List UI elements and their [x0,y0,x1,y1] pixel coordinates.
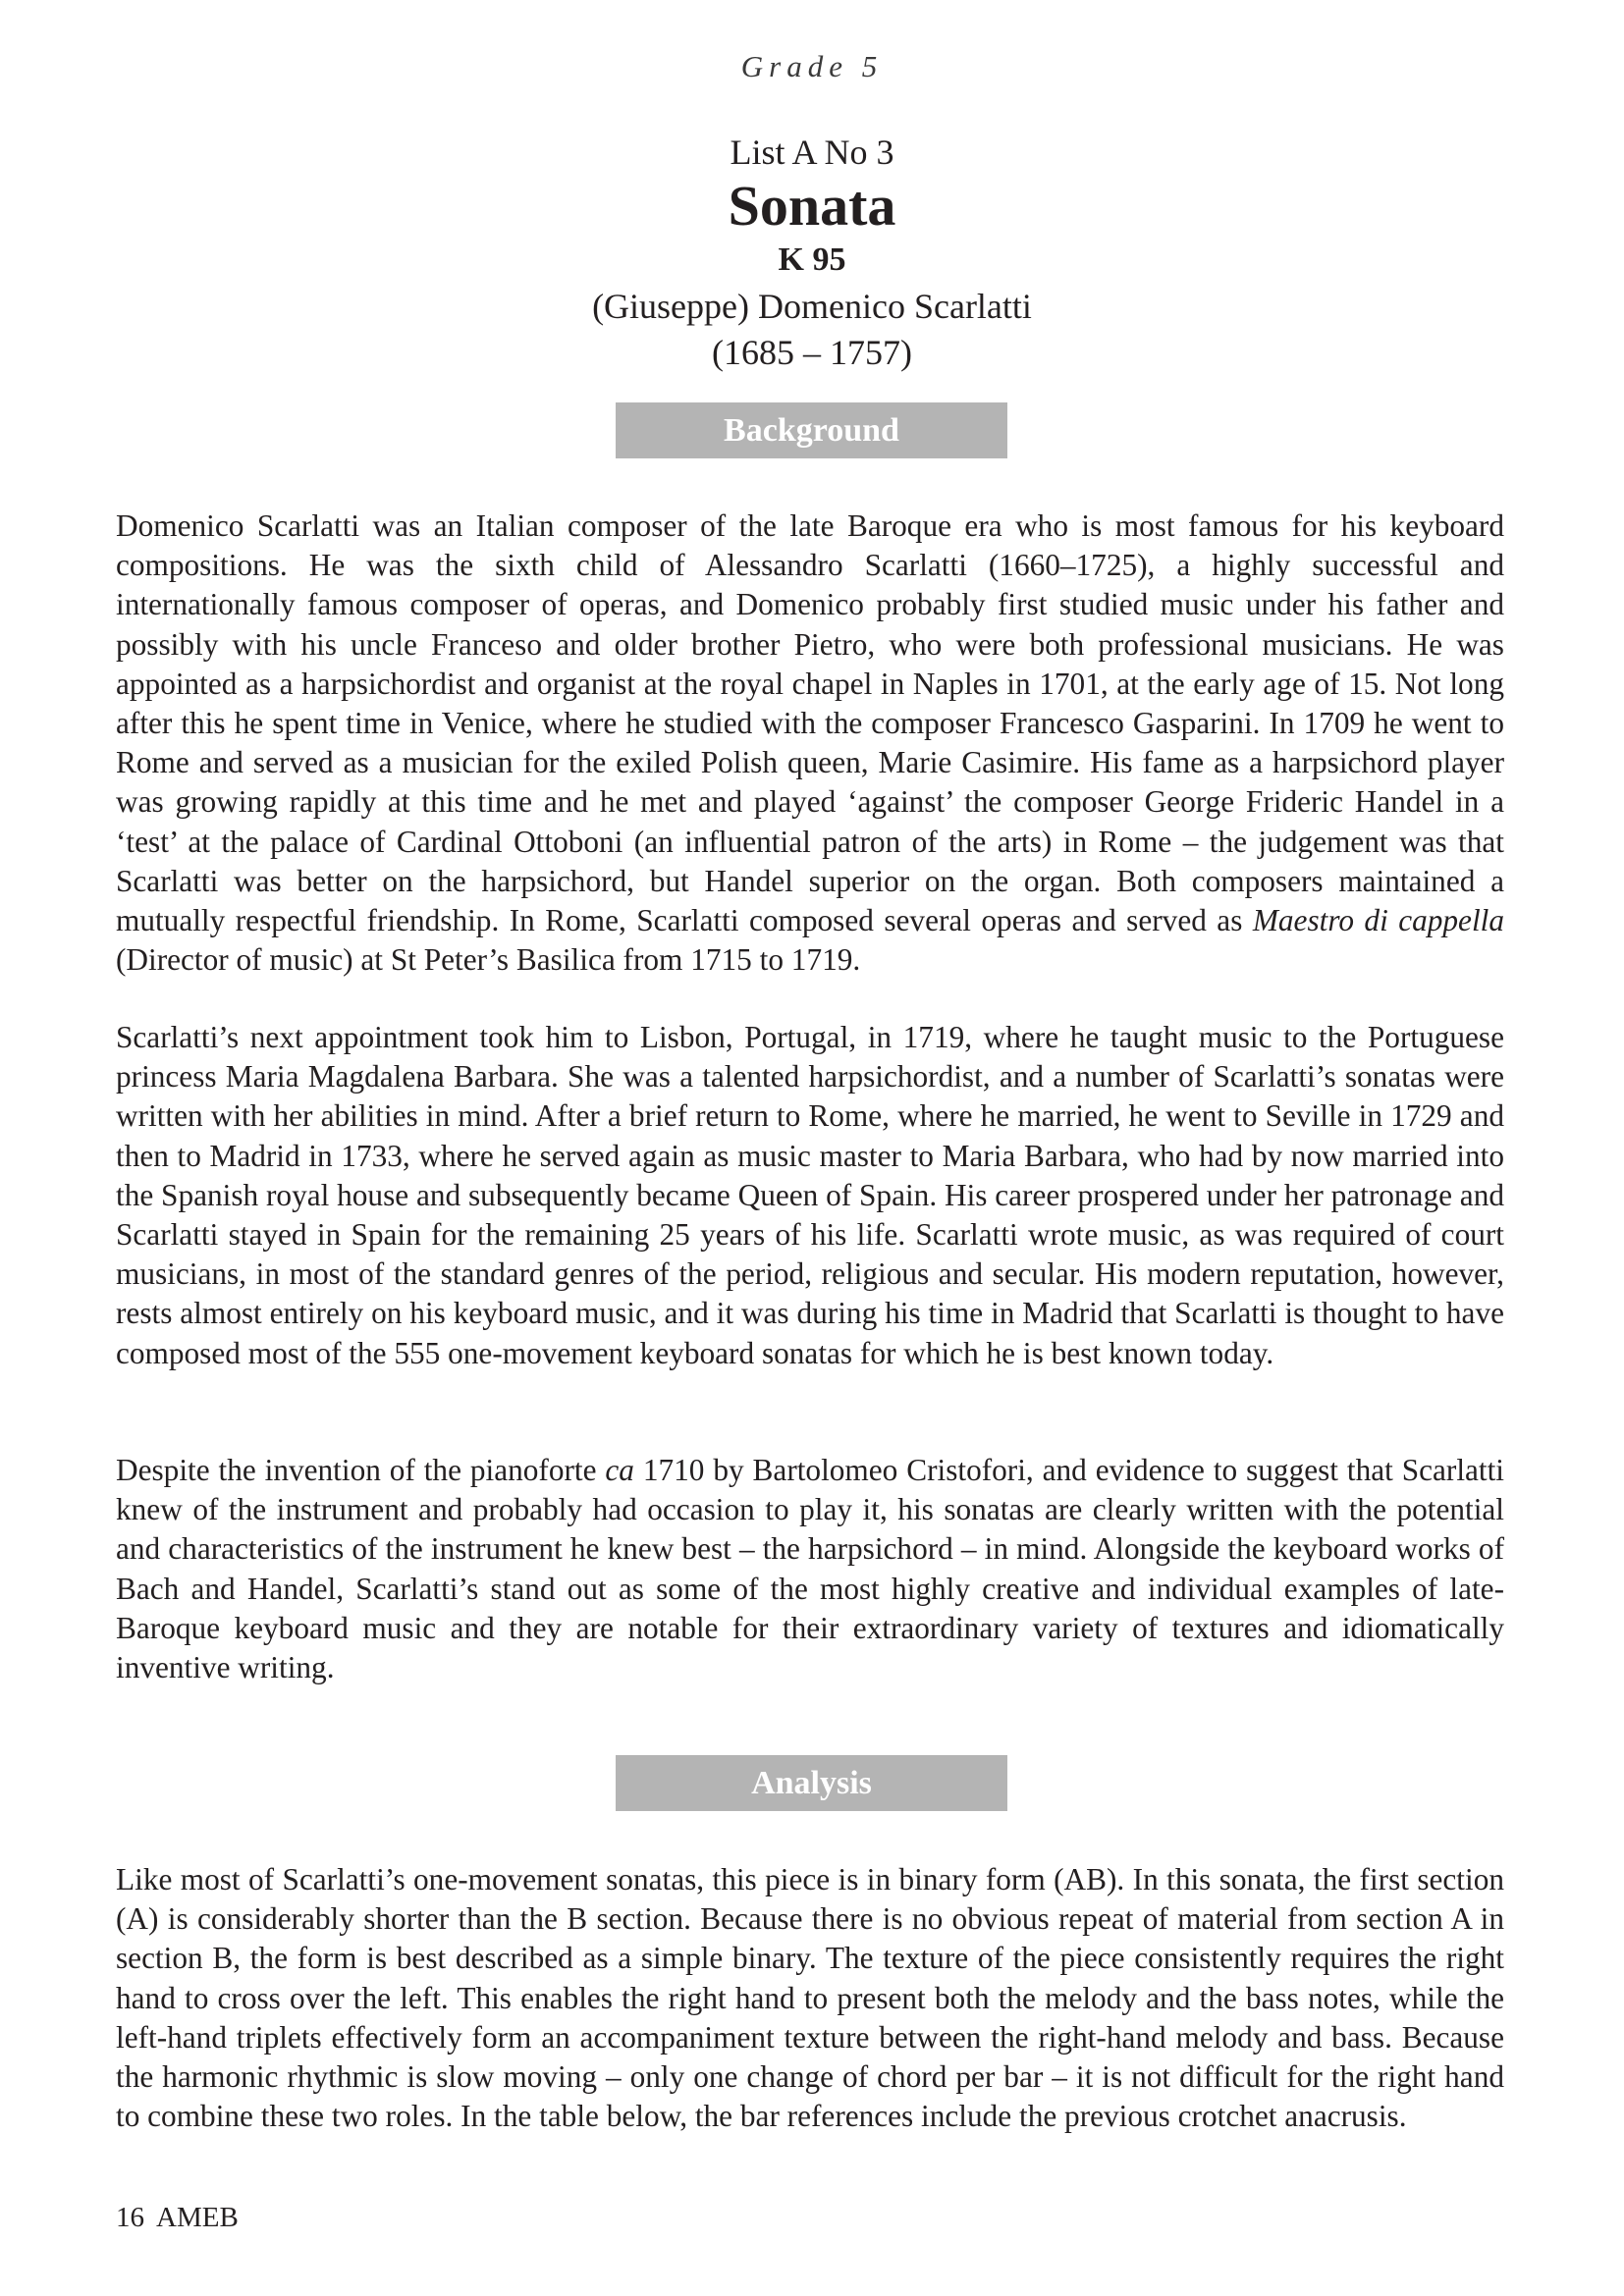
italic-term: Maestro di cappella [1252,903,1504,938]
piece-title: Sonata [728,174,896,238]
composer-dates: (1685 – 1757) [712,333,912,372]
background-paragraph-2: Scarlatti’s next appointment took him to Lisbon, Portugal, in 1719, where he taught music to the Portuguese princess Maria Magdalena Barbara. She was a talented harpsichordist, and a number of Scarlatti’s sonatas were written with her abilities in mind. After a brief return to Rome, where he married, he went to Seville in 1729 and then to Madrid in 1733, where he served again as music master to Maria Barbara, who had by now married into the Spanish royal house and subsequently became Queen of Spain. His career prospered under her patronage and Scarlatti stayed in Spain for the remaining 25 years of his life. Scarlatti wrote music, as was required of court musicians, in most of the standard genres of the period, religious and secular. His modern reputation, however, rests almost entirely on his keyboard music, and it was during his time in Madrid that Scarlatti is thought to have composed most of the 555 one-movement keyboard sonatas for which he is best known today. [116,1020,1504,1370]
list-number: List A No 3 [730,133,894,172]
page-footer [116,2202,239,2234]
composer-name: (Giuseppe) Domenico Scarlatti [592,287,1032,326]
italic-term: ca [605,1453,634,1487]
background-heading: Background [616,402,1007,458]
text-run: 1710 by Bartolomeo Cristofori, and evidence to suggest that Scarlatti knew of the instrument and probably had occasion to play it, his sonatas are clearly written with the potential and characteristics of the instrument he knew best – the harpsichord – in mind. Alongside the keyboard works of Bach and Handel, Scarlatti’s stand out as some of the most highly creative and individual examples of late-Baroque keyboard music and they are notable for their extraordinary variety of textures and idiomatically inventive writing. [116,1453,1505,1685]
background-paragraph-3 [116,1451,1504,1687]
analysis-heading: Analysis [616,1755,1007,1811]
catalogue-number: K 95 [778,241,846,278]
running-head: Grade 5 [740,49,884,83]
text-run: Despite the invention of the pianoforte [116,1453,606,1487]
text-run: (Director of music) at St Peter’s Basilica from 1715 to 1719. [116,942,861,978]
publisher-name: AMEB [156,2202,239,2233]
title-block [0,130,1624,375]
background-paragraph-1 [116,507,1504,980]
text-run: Domenico Scarlatti was an Italian composer of the late Baroque era who is most famous for his keyboard compositions. He was the sixth child of Alessandro Scarlatti (1660–1725), a highly successful and internationally famous composer of operas, and Domenico probably first studied music under his father and possibly with his uncle Franceso and older brother Pietro, who were both professional musicians. He was appointed as a harpsichordist and organist at the royal chapel in Naples in 1701, at the early age of 15. Not long after this he spent time in Venice, where he studied with the composer Francesco Gasparini. In 1709 he went to Rome and served as a musician for the exiled Polish queen, Marie Casimire. His fame as a harpsichord player was growing rapidly at this time and he met and played ‘against’ the composer George Frideric Handel in a ‘test’ at the palace of Cardinal Ottoboni (an influential patron of the arts) in Rome – the judgement was that Scarlatti was better on the harpsichord, but Handel superior on the organ. Both composers maintained a mutually respectful friendship. In Rome, Scarlatti composed several operas and served as [116,508,1504,938]
analysis-paragraph-1: Like most of Scarlatti’s one-movement sonatas, this piece is in binary form (AB). In this sonata, the first section (A) is considerably shorter than the B section. Because there is no obvious repeat of material from section A in section B, the form is best described as a simple binary. The texture of the piece consistently requires the right hand to cross over the left. This enables the right hand to present both the melody and the bass notes, while the left-hand triplets effectively form an accompaniment texture between the right-hand melody and bass. Because the harmonic rhythmic is slow moving – only one change of chord per bar – it is not difficult for the right hand to combine these two roles. In the table below, the bar references include the previous crotchet anacrusis. [116,1862,1504,2134]
page-number: 16 [116,2202,144,2233]
